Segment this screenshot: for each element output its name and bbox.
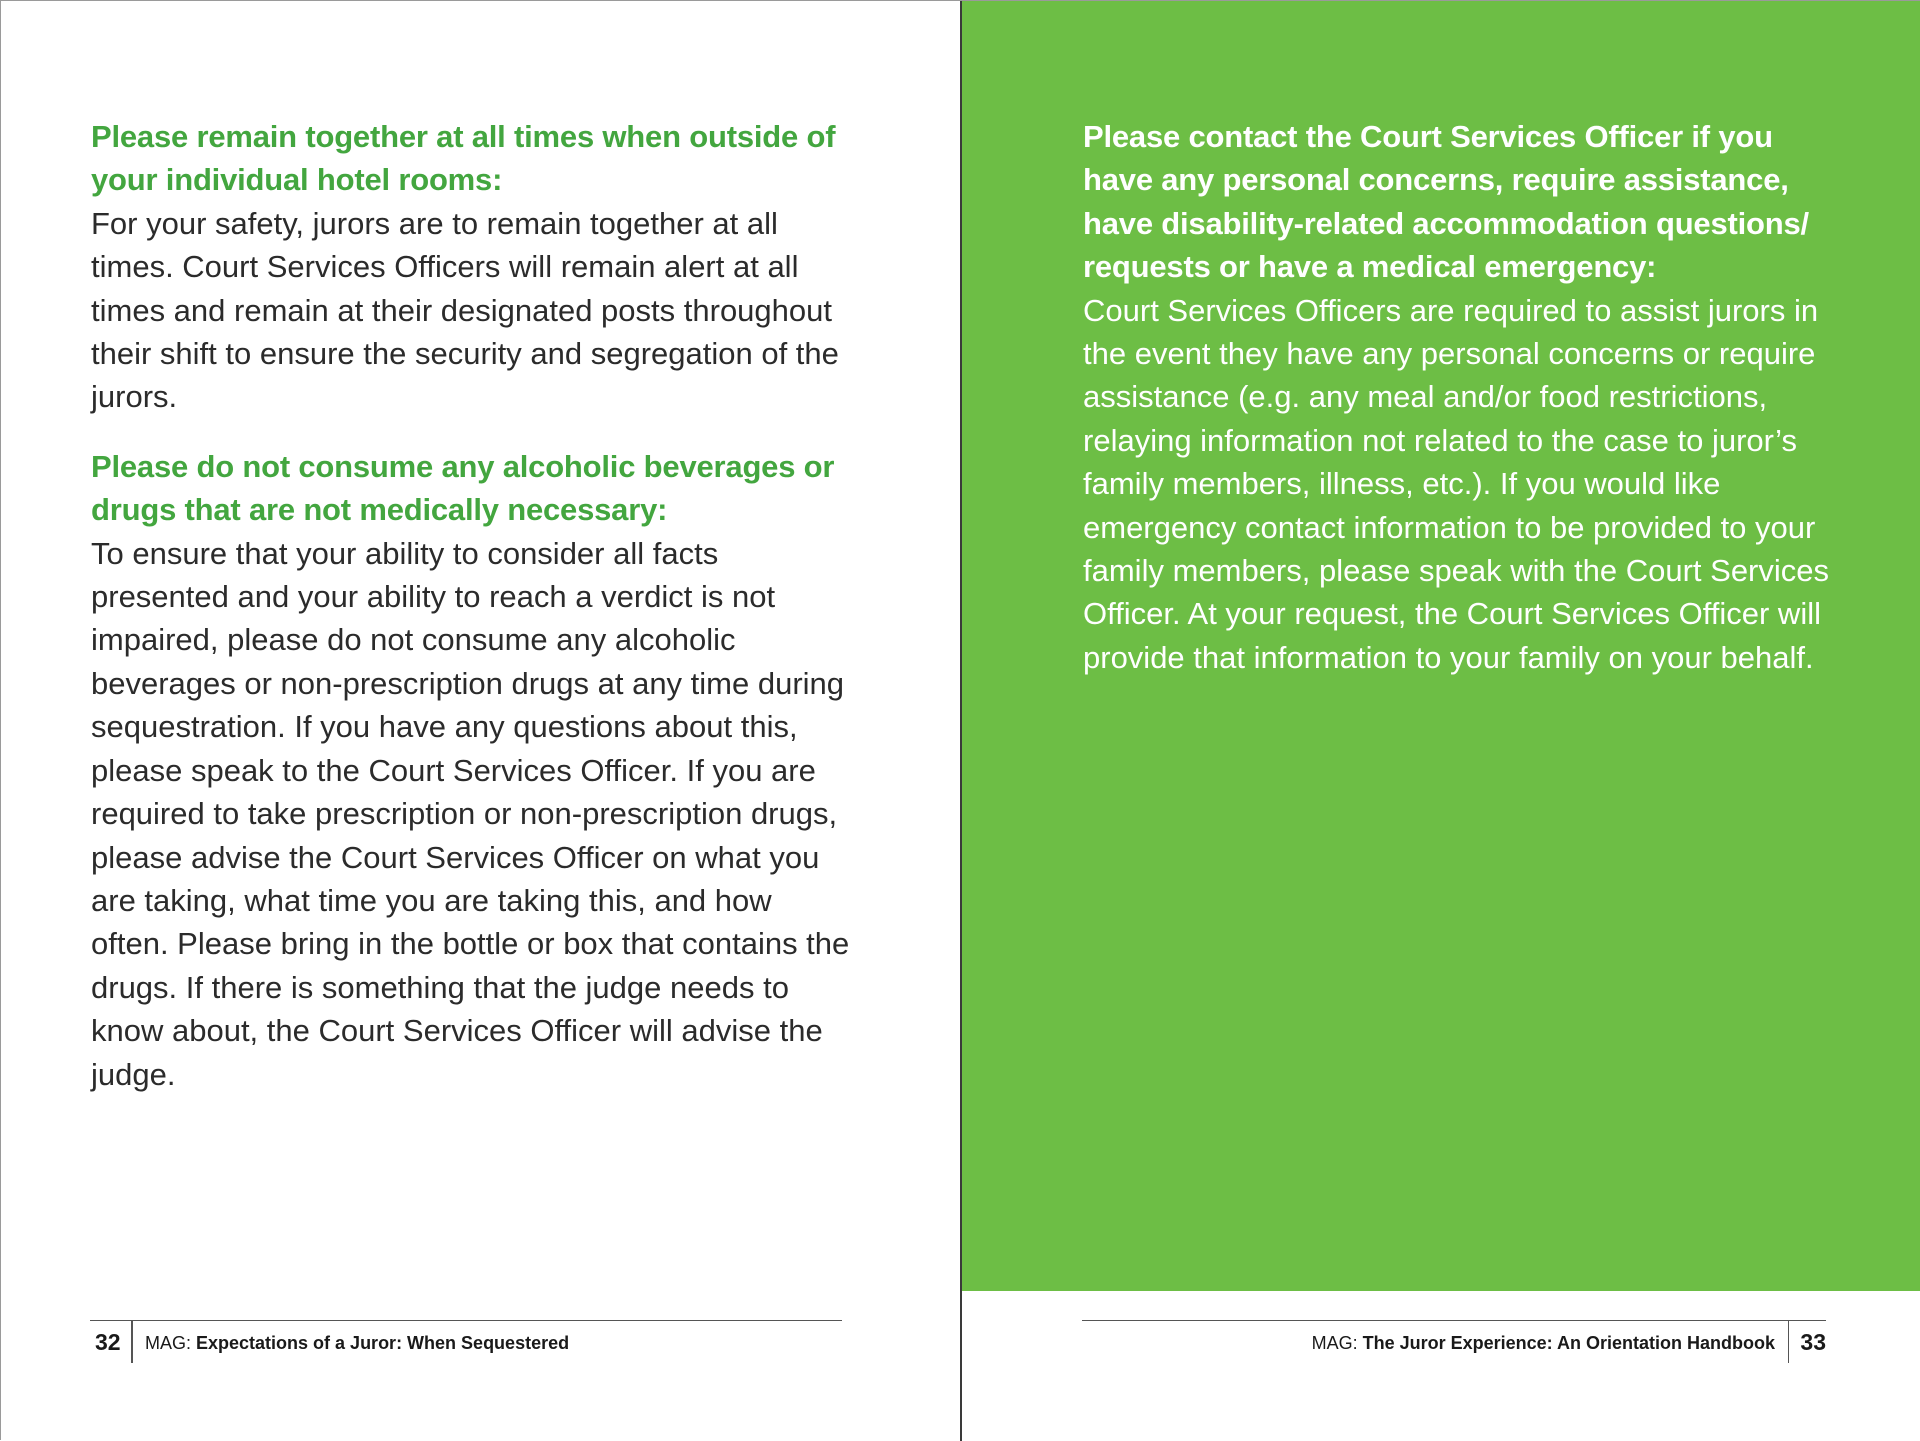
section-body: For your safety, jurors are to remain together at all times. Court Services Officers will remain alert at all times and remain at their designated posts throughout their shift to ensure the security and segregation of the jurors.	[91, 205, 839, 415]
section-no-alcohol-drugs	[91, 445, 851, 1096]
section-remain-together	[91, 115, 851, 419]
section-body: Court Services Officers are required to assist jurors in the event they have any personal concerns or require assistance (e.g. any meal and/or food restrictions, relaying information not related to the case to juror’s family members, illness, etc.). If you would like emergency contact information to be provided to your family members, please speak with the Court Services Officer. At your request, the Court Services Officer will provide that information to your family on your behalf.	[1083, 292, 1830, 675]
page-number: 32	[95, 1329, 121, 1355]
section-heading: Please do not consume any alcoholic beverages or drugs that are not medically necessary:	[91, 448, 835, 528]
page-number: 33	[1800, 1329, 1826, 1355]
section-body: To ensure that your ability to consider all facts presented and your ability to reach a verdict is not impaired, please do not consume any alcoholic beverages or non-prescription drugs at any time during sequestration. If you have any questions about this, please speak to the Court Services Officer. If you are required to take prescription or non-prescription drugs, please advise the Court Services Officer on what you are taking, what time you are taking this, and how often. Please bring in the bottle or box that contains the drugs. If there is something that the judge needs to know about, the Court Services Officer will advise the judge.	[91, 535, 850, 1092]
section-heading: Please remain together at all times when outside of your individual hotel rooms:	[91, 119, 836, 198]
left-page-footer	[90, 1320, 842, 1364]
right-page	[960, 1, 1920, 1441]
running-title-text: The Juror Experience: An Orientation Handbook	[1362, 1333, 1775, 1353]
running-title-prefix: MAG:	[145, 1333, 197, 1353]
footer-divider	[131, 1321, 133, 1363]
running-title	[145, 1330, 569, 1356]
left-page-content	[91, 115, 851, 1122]
section-contact-officer	[1083, 115, 1843, 679]
running-title	[1312, 1330, 1775, 1356]
footer-divider	[1788, 1321, 1790, 1363]
running-title-prefix: MAG:	[1311, 1333, 1363, 1353]
running-title-text: Expectations of a Juror: When Sequestered	[196, 1333, 570, 1353]
right-page-footer	[1082, 1320, 1826, 1364]
left-page	[1, 1, 960, 1441]
section-heading: Please contact the Court Services Officer if you have any personal concerns, require assistance, have disability-related accommodation questions/ requests or have a medical emergency:	[1083, 119, 1809, 285]
right-page-content	[1083, 115, 1843, 705]
